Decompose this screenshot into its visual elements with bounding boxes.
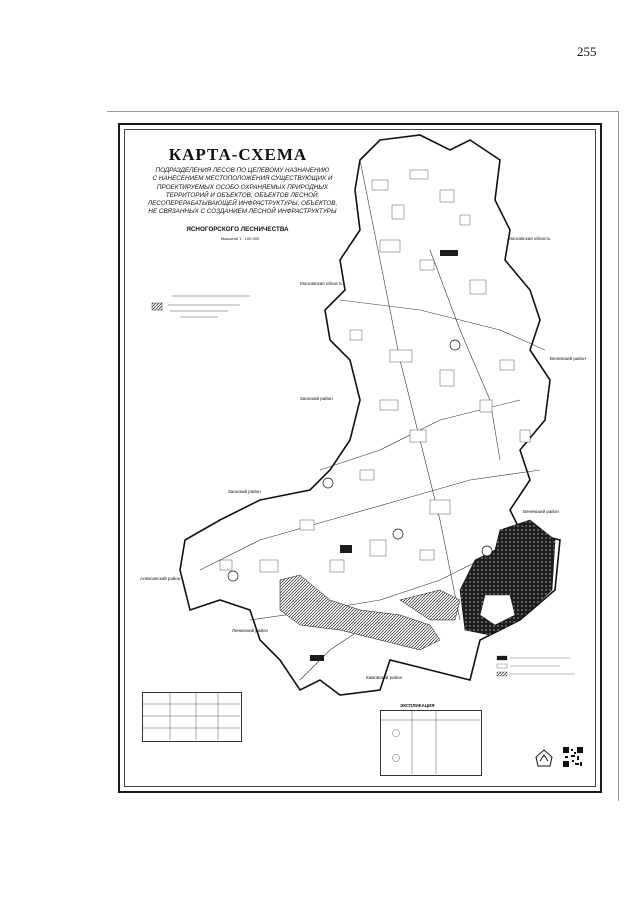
stats-table: [142, 692, 242, 742]
subtitle-line: ТЕРРИТОРИЙ И ОБЪЕКТОВ, ОБЪЕКТОВ ЛЕСНОЙ,: [165, 191, 320, 199]
label-moscow-left: Московская область: [300, 281, 343, 286]
legend-box: [380, 710, 482, 776]
legend-swatch-oopt: [152, 303, 162, 310]
map-district: ЯСНОГОРСКОГО ЛЕСНИЧЕСТВА: [186, 226, 289, 233]
label-venevsky-right: Веневский район: [523, 509, 559, 514]
subtitle-line: НЕ СВЯЗАННЫХ С СОЗДАНИЕМ ЛЕСНОЙ ИНФРАСТРУКТУРЫ: [148, 208, 337, 216]
subtitle-line: С НАНЕСЕНИЕМ МЕСТОПОЛОЖЕНИЯ СУЩЕСТВУЮЩИХ И: [152, 175, 333, 183]
subtitle-line: ПОДРАЗДЕЛЕНИЯ ЛЕСОВ ПО ЦЕЛЕВОМУ НАЗНАЧЕНИЮ: [155, 167, 330, 174]
label-zaoksky-left: Заокский район: [228, 489, 261, 494]
map-scale: Масштаб 1 : 100 000: [220, 236, 260, 241]
subtitle-line: ПРОЕКТИРУЕМЫХ ОСОБО ОХРАНЯЕМЫХ ПРИРОДНЫХ: [156, 183, 329, 191]
label-leninsky: Ленинский район: [232, 628, 268, 633]
organization-logo-icon: [534, 749, 554, 767]
label-moscow-top: Московская область: [508, 236, 551, 241]
map-title: КАРТА-СХЕМА: [168, 145, 308, 164]
legend-text-lines: [168, 296, 250, 317]
legend-swatches-right: [497, 656, 575, 676]
page-number: 255: [577, 44, 597, 59]
label-aleksinsky: Алексинский район: [140, 576, 181, 581]
subtitle-line: ЛЕСОПЕРЕРАБАТЫВАЮЩЕЙ ИНФРАСТРУКТУРЫ, ОБЪЕКТОВ,: [147, 200, 338, 208]
label-zaoksky-mid: Заокский район: [300, 396, 333, 401]
label-venevsky: Веневский район: [550, 356, 586, 361]
label-kimovsky: Кимовский район: [366, 675, 403, 680]
map-subtitle: [140, 167, 345, 217]
legend-title: ЭКСПЛИКАЦИЯ: [400, 703, 435, 708]
qr-code-icon: [562, 746, 584, 768]
